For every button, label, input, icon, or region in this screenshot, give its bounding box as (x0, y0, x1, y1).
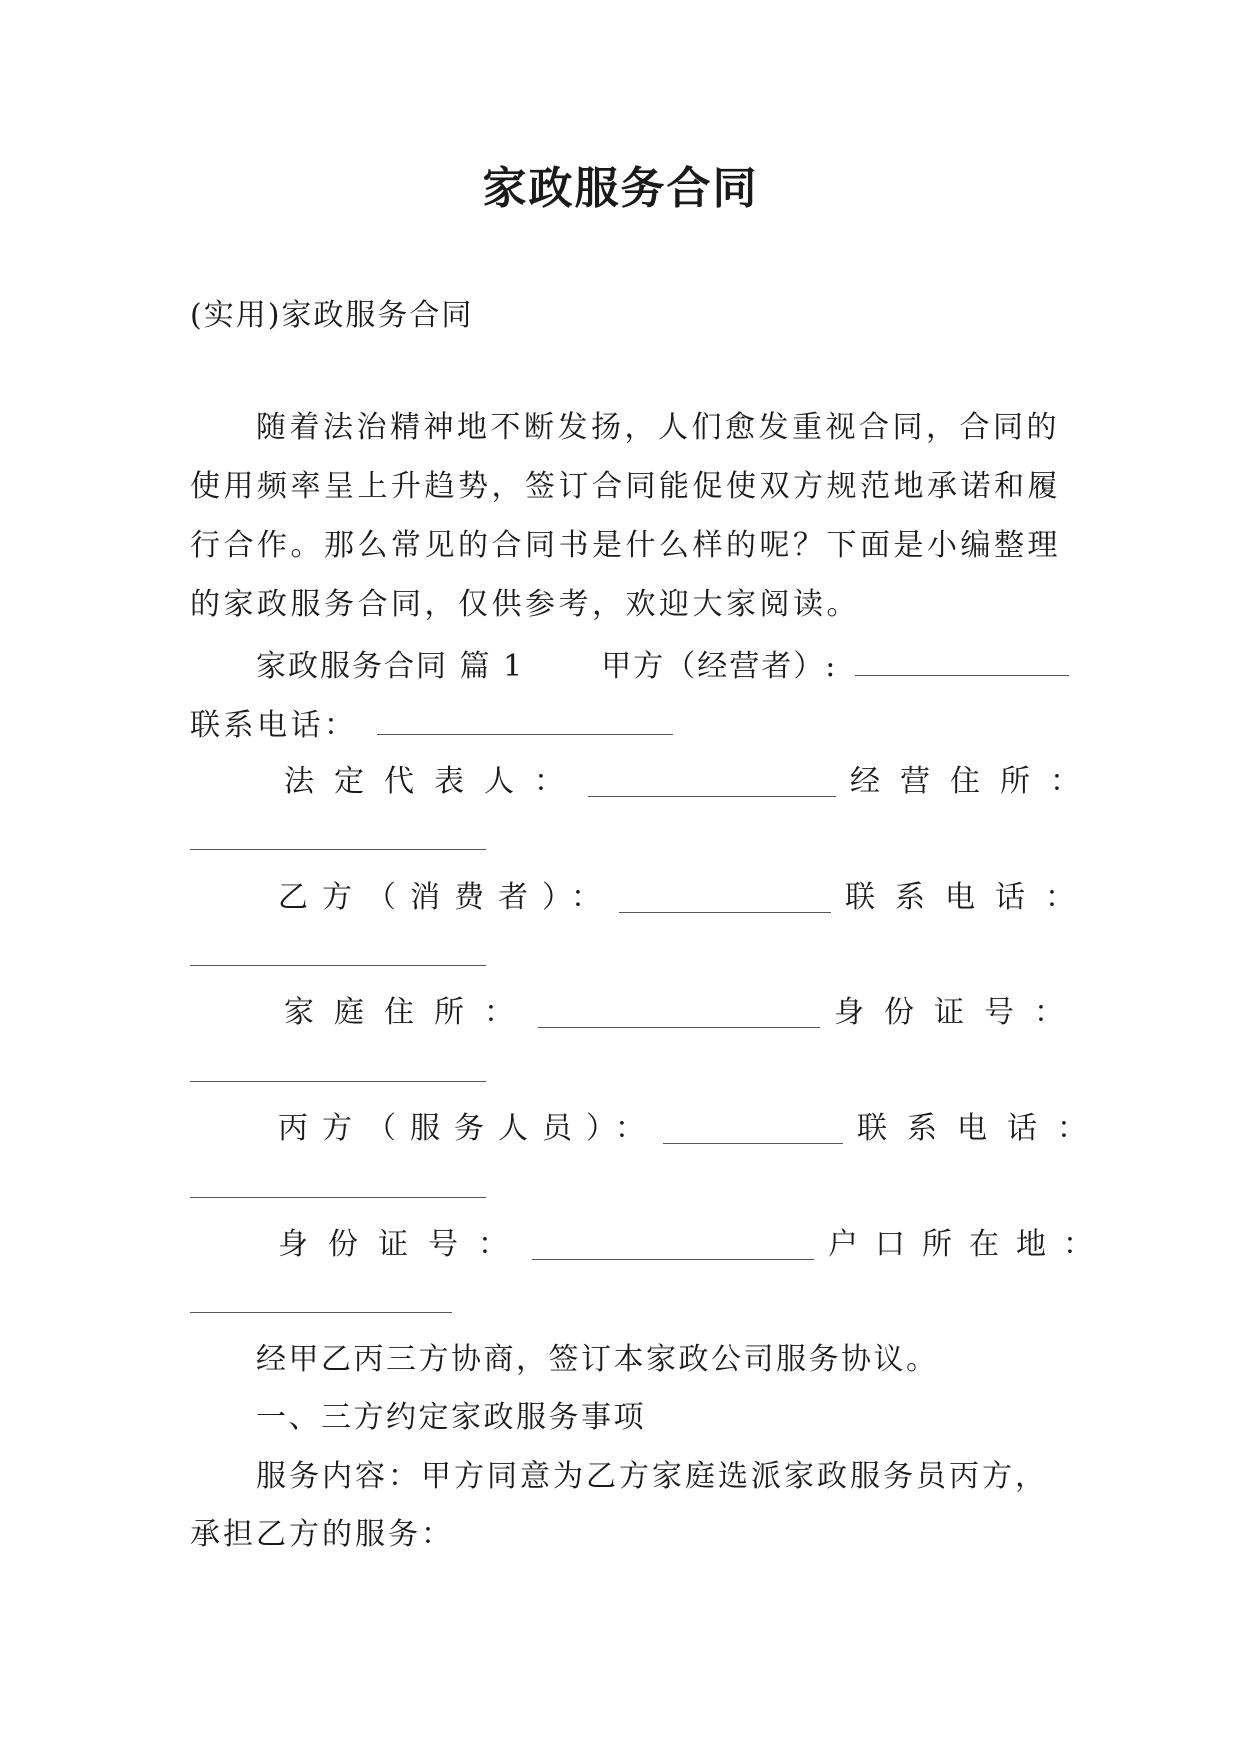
home-address-blank (538, 999, 820, 1028)
party-b-phone-label: 联系电话： (845, 880, 1095, 915)
party-c-name-blank (663, 1115, 843, 1144)
home-address-label: 家庭住所： (284, 995, 534, 1030)
home-address-row (284, 993, 1084, 1033)
party-a-phone-label: 联系电话： (190, 708, 358, 743)
party-a-label: 甲方（经营者）: (601, 649, 838, 684)
party-b-label: 乙方（消费者）： (278, 880, 615, 915)
party-b-row (278, 878, 1095, 918)
party-c-row (278, 1109, 1107, 1149)
party-c-id-row (278, 1225, 1110, 1265)
party-c-label: 丙方（服务人员）： (278, 1111, 659, 1146)
agreement-line: 经甲乙丙三方协商，签订本家政公司服务协议。 (256, 1342, 939, 1377)
section-heading: 家政服务合同 篇 1 (256, 649, 525, 684)
document-subtitle: (实用)家政服务合同 (190, 298, 474, 333)
intro-line-2: 使用频率呈上升趋势，签订合同能促使双方规范地承诺和履 (190, 469, 1061, 504)
business-address-label: 经营住所： (850, 764, 1100, 799)
party-b-phone-blank (190, 964, 486, 966)
business-address-blank (190, 848, 486, 850)
party-c-id-blank (532, 1231, 814, 1260)
party-a-name-blank (855, 645, 1069, 676)
legal-rep-row (284, 762, 1100, 802)
legal-rep-blank (588, 768, 836, 797)
intro-line-3: 行合作。那么常见的合同书是什么样的呢？下面是小编整理 (190, 528, 1061, 563)
legal-rep-label: 法定代表人： (284, 764, 584, 799)
intro-line-4: 的家政服务合同，仅供参考，欢迎大家阅读。 (190, 587, 860, 622)
party-c-id-label: 身份证号： (278, 1227, 528, 1262)
id-number-label: 身份证号： (834, 995, 1084, 1030)
item-one-heading: 一、三方约定家政服务事项 (256, 1400, 646, 1435)
party-a-phone-blank (377, 704, 673, 735)
service-content-line-2: 承担乙方的服务： (190, 1517, 454, 1552)
document-title: 家政服务合同 (482, 163, 759, 214)
intro-line-1: 随着法治精神地不断发扬，人们愈发重视合同，合同的 (256, 410, 1060, 445)
id-number-blank (190, 1080, 486, 1082)
section-heading-row (256, 645, 1070, 687)
party-c-phone-label: 联系电话： (857, 1111, 1107, 1146)
household-blank (190, 1311, 452, 1313)
party-c-phone-blank (190, 1196, 486, 1198)
party-a-phone-row (190, 704, 1070, 746)
service-content-line-1: 服务内容：甲方同意为乙方家庭选派家政服务员丙方， (256, 1459, 1048, 1494)
party-b-name-blank (619, 884, 831, 913)
household-label: 户口所在地： (828, 1227, 1110, 1262)
